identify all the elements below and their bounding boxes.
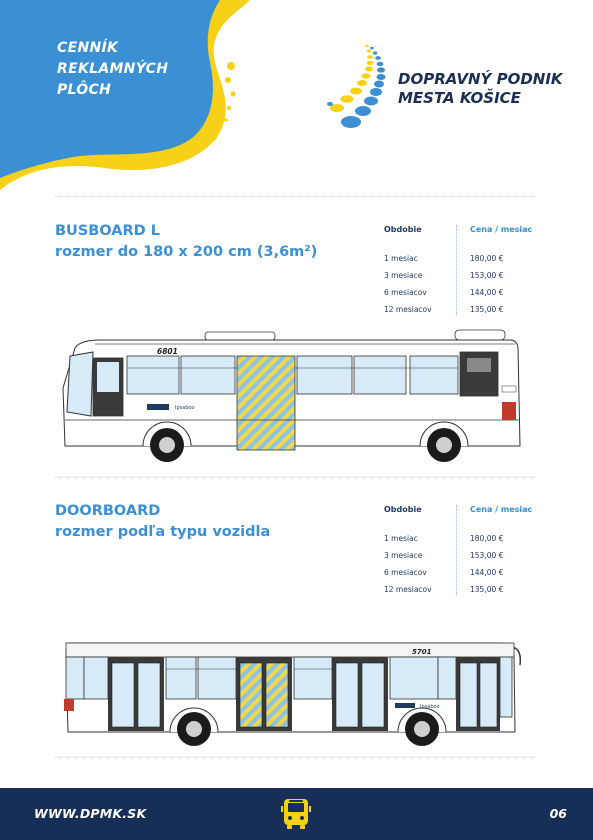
row-price: 180,00 € bbox=[470, 254, 504, 263]
table-row bbox=[384, 250, 544, 267]
period-header: Obdobie bbox=[384, 505, 422, 514]
row-price: 153,00 € bbox=[470, 271, 504, 280]
row-period: 12 mesiacov bbox=[384, 585, 432, 594]
table-row bbox=[384, 581, 544, 598]
page-number: 06 bbox=[549, 806, 567, 821]
table-divider bbox=[456, 225, 457, 315]
bus-number: 5701 bbox=[412, 648, 432, 656]
row-price: 180,00 € bbox=[470, 534, 504, 543]
price-header: Cena / mesiac bbox=[470, 505, 533, 514]
company-name-line-1: DOPRAVNÝ PODNIK bbox=[398, 70, 563, 88]
busboard-title bbox=[55, 221, 317, 263]
section-subtitle: rozmer podľa typu vozidla bbox=[55, 524, 271, 540]
table-row bbox=[384, 564, 544, 581]
row-period: 6 mesiacov bbox=[384, 288, 427, 297]
table-row bbox=[384, 301, 544, 318]
separator-bottom bbox=[55, 757, 535, 758]
bus-icon bbox=[281, 797, 311, 831]
table-header bbox=[384, 225, 544, 243]
row-price: 135,00 € bbox=[470, 585, 504, 594]
pricelist-title bbox=[57, 38, 168, 101]
row-price: 144,00 € bbox=[470, 568, 504, 577]
row-period: 6 mesiacov bbox=[384, 568, 427, 577]
bus-side-logo: Ipsaboo bbox=[175, 405, 195, 411]
section-title: DOORBOARD bbox=[55, 503, 161, 519]
company-name bbox=[398, 70, 563, 108]
table-row bbox=[384, 547, 544, 564]
doorboard-title bbox=[55, 501, 270, 543]
table-divider bbox=[456, 505, 457, 595]
price-header: Cena / mesiac bbox=[470, 225, 533, 234]
company-name-line-2: MESTA KOŠICE bbox=[398, 89, 521, 107]
period-header: Obdobie bbox=[384, 225, 422, 234]
busboard-price-table bbox=[384, 225, 544, 318]
row-period: 3 mesiace bbox=[384, 271, 423, 280]
row-price: 144,00 € bbox=[470, 288, 504, 297]
doorboard-bus-illustration bbox=[60, 635, 530, 750]
website-link[interactable]: WWW.DPMK.SK bbox=[34, 806, 147, 821]
section-title: BUSBOARD L bbox=[55, 223, 160, 239]
bus-side-logo: Ipsaboo bbox=[420, 704, 440, 710]
table-header bbox=[384, 505, 544, 523]
row-period: 1 mesiac bbox=[384, 254, 418, 263]
bus-number: 6801 bbox=[157, 347, 178, 356]
separator-middle bbox=[55, 477, 535, 478]
doorboard-price-table bbox=[384, 505, 544, 598]
row-period: 1 mesiac bbox=[384, 534, 418, 543]
separator-top bbox=[55, 196, 535, 197]
row-price: 135,00 € bbox=[470, 305, 504, 314]
section-subtitle: rozmer do 180 x 200 cm (3,6m²) bbox=[55, 244, 318, 260]
title-line-3: PLÔCH bbox=[57, 82, 112, 98]
table-row bbox=[384, 530, 544, 547]
row-period: 3 mesiace bbox=[384, 551, 423, 560]
busboard-bus-illustration bbox=[55, 328, 525, 463]
row-period: 12 mesiacov bbox=[384, 305, 432, 314]
table-row bbox=[384, 284, 544, 301]
title-line-1: CENNÍK bbox=[57, 40, 119, 56]
title-line-2: REKLAMNÝCH bbox=[57, 61, 169, 77]
table-row bbox=[384, 267, 544, 284]
dpmk-logo-icon bbox=[325, 38, 395, 133]
row-price: 153,00 € bbox=[470, 551, 504, 560]
